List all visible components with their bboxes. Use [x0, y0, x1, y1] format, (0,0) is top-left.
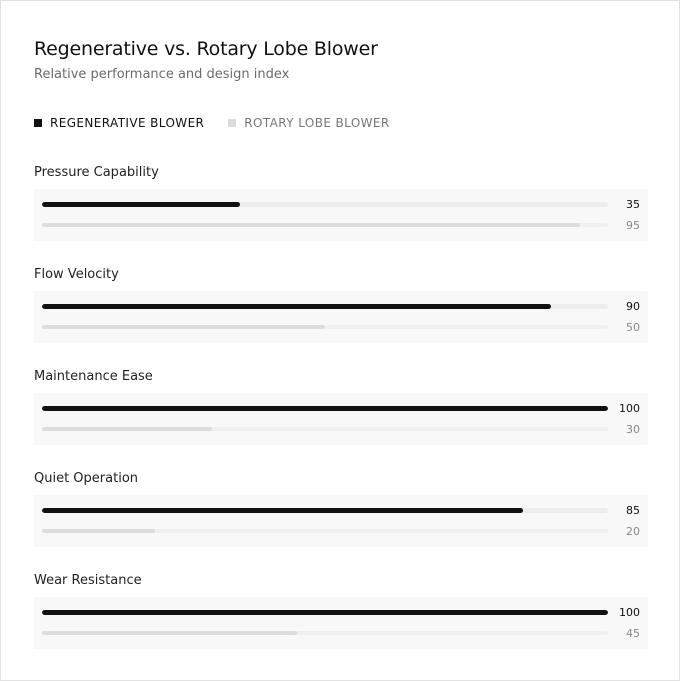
- legend-label-rotary: ROTARY LOBE BLOWER: [244, 116, 390, 130]
- value-label-regenerative-pressure-capability: 35: [626, 198, 640, 211]
- category-panel-flow-velocity: [34, 291, 648, 343]
- category-label-maintenance-ease: Maintenance Ease: [34, 369, 153, 384]
- bar-rotary-wear-resistance[interactable]: [42, 631, 297, 635]
- bar-track-rotary-wear-resistance: [42, 631, 608, 635]
- bar-rotary-maintenance-ease[interactable]: [42, 427, 212, 431]
- chart-subtitle: Relative performance and design index: [34, 67, 290, 82]
- bar-track-rotary-pressure-capability: [42, 223, 608, 227]
- legend-item-regenerative[interactable]: [34, 116, 204, 130]
- bar-regenerative-pressure-capability[interactable]: [42, 202, 240, 207]
- category-label-wear-resistance: Wear Resistance: [34, 573, 142, 588]
- value-label-regenerative-flow-velocity: 90: [626, 300, 640, 313]
- legend-swatch-regenerative: [34, 119, 42, 127]
- legend-label-regenerative: REGENERATIVE BLOWER: [50, 116, 205, 130]
- bar-rotary-flow-velocity[interactable]: [42, 325, 325, 329]
- bar-regenerative-flow-velocity[interactable]: [42, 304, 551, 309]
- bar-track-rotary-flow-velocity: [42, 325, 608, 329]
- category-panel-pressure-capability: [34, 189, 648, 241]
- value-label-regenerative-maintenance-ease: 100: [619, 402, 640, 415]
- value-label-rotary-flow-velocity: 50: [626, 321, 640, 334]
- category-label-flow-velocity: Flow Velocity: [34, 267, 119, 282]
- bar-rotary-quiet-operation[interactable]: [42, 529, 155, 533]
- bar-track-regenerative-maintenance-ease: [42, 406, 608, 411]
- bar-track-regenerative-flow-velocity: [42, 304, 608, 309]
- bar-rotary-pressure-capability[interactable]: [42, 223, 580, 227]
- bar-track-regenerative-pressure-capability: [42, 202, 608, 207]
- legend-item-rotary[interactable]: [228, 116, 389, 130]
- category-label-quiet-operation: Quiet Operation: [34, 471, 139, 486]
- category-label-pressure-capability: Pressure Capability: [34, 165, 159, 180]
- bar-track-regenerative-quiet-operation: [42, 508, 608, 513]
- category-panel-wear-resistance: [34, 597, 648, 649]
- value-label-regenerative-wear-resistance: 100: [619, 606, 640, 619]
- value-label-regenerative-quiet-operation: 85: [626, 504, 640, 517]
- bar-track-regenerative-wear-resistance: [42, 610, 608, 615]
- category-panel-maintenance-ease: [34, 393, 648, 445]
- bar-regenerative-maintenance-ease[interactable]: [42, 406, 608, 411]
- bar-track-rotary-maintenance-ease: [42, 427, 608, 431]
- value-label-rotary-wear-resistance: 45: [626, 627, 640, 640]
- value-label-rotary-pressure-capability: 95: [626, 219, 640, 232]
- bar-regenerative-quiet-operation[interactable]: [42, 508, 523, 513]
- bar-regenerative-wear-resistance[interactable]: [42, 610, 608, 615]
- value-label-rotary-quiet-operation: 20: [626, 525, 640, 538]
- category-panel-quiet-operation: [34, 495, 648, 547]
- value-label-rotary-maintenance-ease: 30: [626, 423, 640, 436]
- legend-swatch-rotary: [228, 119, 236, 127]
- legend: [34, 115, 414, 131]
- chart-title: Regenerative vs. Rotary Lobe Blower: [34, 38, 378, 60]
- bar-track-rotary-quiet-operation: [42, 529, 608, 533]
